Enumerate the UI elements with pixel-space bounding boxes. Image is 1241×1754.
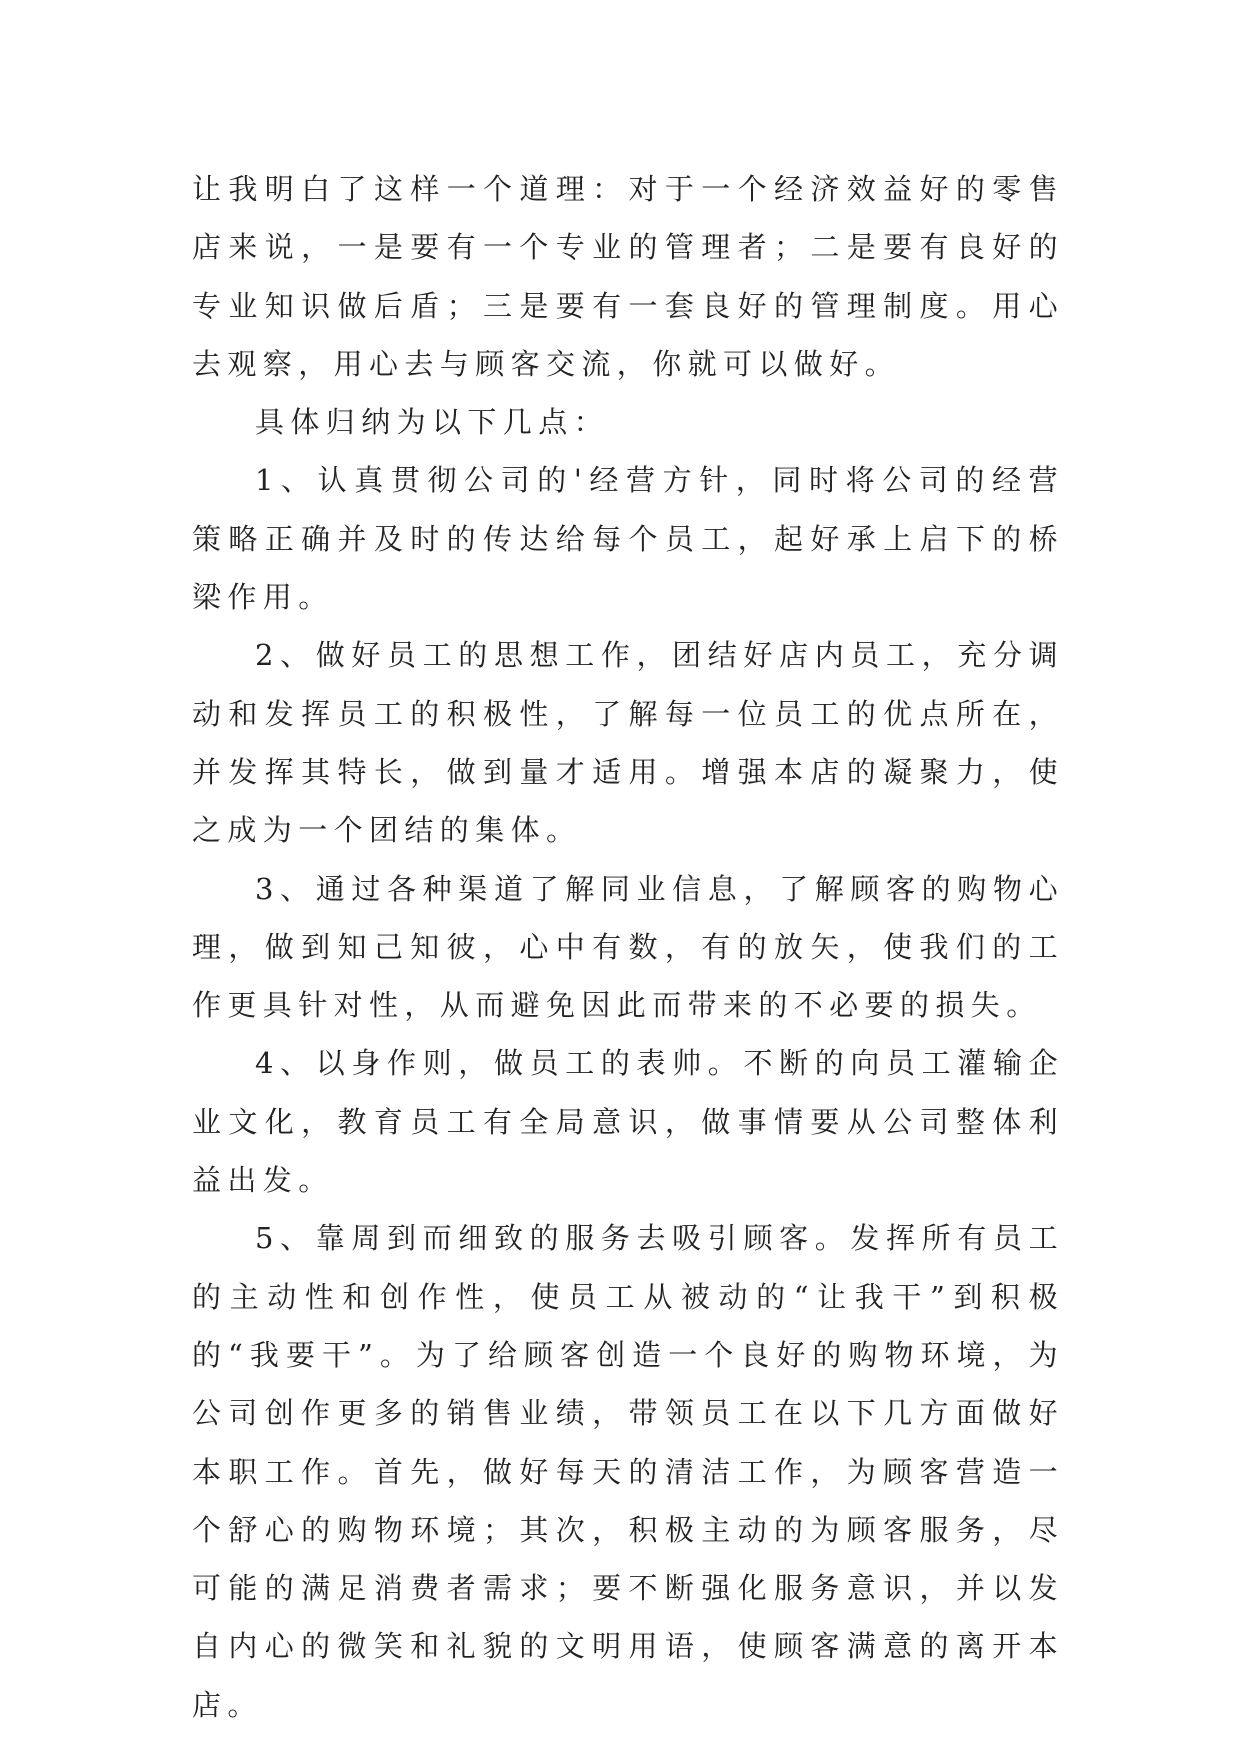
paragraph-intro: 让我明白了这样一个道理：对于一个经济效益好的零售店来说，一是要有一个专业的管理者；二是要有良好的专业知识做后盾；三是要有一套良好的管理制度。用心去观察，用心去与顾客交流，你就可以做好。 (192, 172, 1064, 381)
paragraph-point-3: 3、通过各种渠道了解同业信息，了解顾客的购物心理，做到知己知彼，心中有数，有的放矢，使我们的工作更具针对性，从而避免因此而带来的不必要的损失。 (192, 871, 1064, 1023)
paragraph-point-1: 1、认真贯彻公司的'经营方针，同时将公司的经营策略正确并及时的传达给每个员工，起好承上启下的桥梁作用。 (192, 463, 1064, 615)
document-body (192, 160, 1064, 1734)
paragraph-point-5: 5、靠周到而细致的服务去吸引顾客。发挥所有员工的主动性和创作性，使员工从被动的“让我干”到积极的“我要干”。为了给顾客创造一个良好的购物环境，为公司创作更多的销售业绩，带领员工在以下几方面做好本职工作。首先，做好每天的清洁工作，为顾客营造一个舒心的购物环境；其次，积极主动的为顾客服务，尽可能的满足消费者需求；要不断强化服务意识，并以发自内心的微笑和礼貌的文明用语，使顾客满意的离开本店。 (192, 1221, 1064, 1722)
paragraph-point-2: 2、做好员工的思想工作，团结好店内员工，充分调动和发挥员工的积极性，了解每一位员工的优点所在，并发挥其特长，做到量才适用。增强本店的凝聚力，使之成为一个团结的集体。 (192, 638, 1064, 848)
paragraph-point-4: 4、以身作则，做员工的表帅。不断的向员工灌输企业文化，教育员工有全局意识，做事情要从公司整体利益出发。 (192, 1046, 1064, 1198)
paragraph-summary-heading: 具体归纳为以下几点： (255, 405, 610, 440)
